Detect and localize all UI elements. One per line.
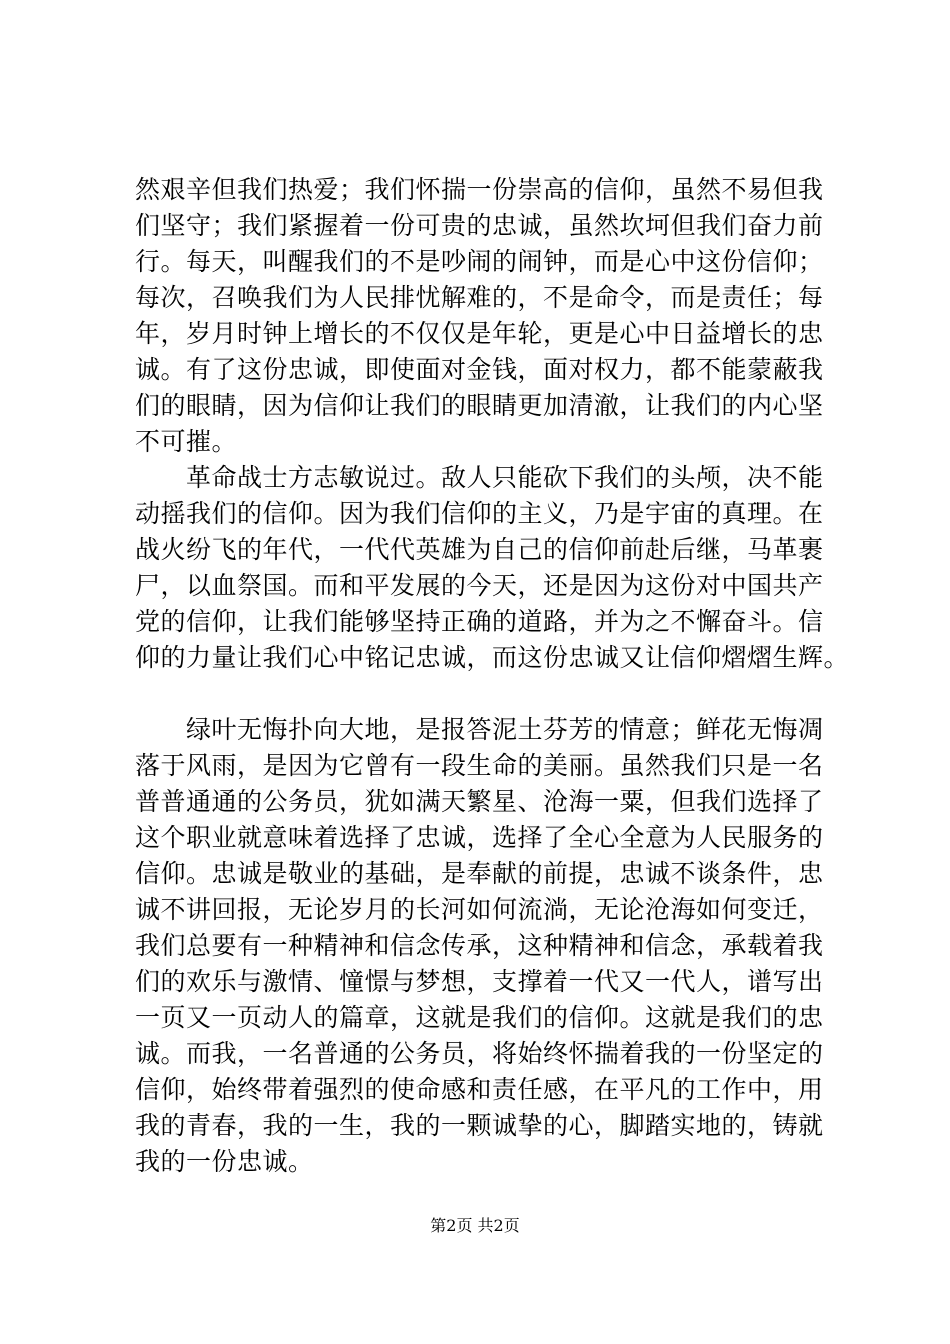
text-line: 们坚守；我们紧握着一份可贵的忠诚，虽然坎坷但我们奋力前 [135,211,824,240]
text-line: 信仰。忠诚是敬业的基础，是奉献的前提，忠诚不谈条件，忠 [135,859,824,888]
text-line: 每次，召唤我们为人民排忧解难的，不是命令，而是责任；每 [135,283,824,312]
text-line: 诚。有了这份忠诚，即使面对金钱，面对权力，都不能蒙蔽我 [135,355,824,384]
text-line: 绿叶无悔扑向大地，是报答泥土芬芳的情意；鲜花无悔凋 [135,715,824,744]
paragraph-gap [135,676,835,712]
text-line: 们的欢乐与激情、憧憬与梦想，支撑着一代又一代人，谱写出 [135,967,824,996]
text-line: 我的一份忠诚。 [135,1147,314,1176]
text-line: 尸，以血祭国。而和平发展的今天，还是因为这份对中国共产 [135,571,824,600]
text-line: 党的信仰，让我们能够坚持正确的道路，并为之不懈奋斗。信 [135,607,824,636]
text-line: 动摇我们的信仰。因为我们信仰的主义，乃是宇宙的真理。在 [135,499,824,528]
text-line: 年，岁月时钟上增长的不仅仅是年轮，更是心中日益增长的忠 [135,319,824,348]
text-line: 战火纷飞的年代，一代代英雄为自己的信仰前赴后继，马革裹 [135,535,824,564]
text-line: 我的青春，我的一生，我的一颗诚挚的心，脚踏实地的，铸就 [135,1111,824,1140]
text-line: 仰的力量让我们心中铭记忠诚，而这份忠诚又让信仰熠熠生辉。 [135,643,850,672]
text-line: 信仰，始终带着强烈的使命感和责任感，在平凡的工作中，用 [135,1075,824,1104]
text-line: 革命战士方志敏说过。敌人只能砍下我们的头颅，决不能 [135,463,824,492]
text-line: 诚。而我，一名普通的公务员，将始终怀揣着我的一份坚定的 [135,1039,824,1068]
text-line: 行。每天，叫醒我们的不是吵闹的闹钟，而是心中这份信仰； [135,247,824,276]
text-line: 不可摧。 [135,427,238,456]
text-line: 普普通通的公务员，犹如满天繁星、沧海一粟，但我们选择了 [135,787,824,816]
text-line: 这个职业就意味着选择了忠诚，选择了全心全意为人民服务的 [135,823,824,852]
text-line: 们的眼睛，因为信仰让我们的眼睛更加清澈，让我们的内心坚 [135,391,824,420]
body-text [135,172,850,1180]
paragraph-2 [135,460,850,676]
text-line: 一页又一页动人的篇章，这就是我们的信仰。这就是我们的忠 [135,1003,824,1032]
paragraph-3 [135,712,835,1180]
text-line: 落于风雨，是因为它曾有一段生命的美丽。虽然我们只是一名 [135,751,824,780]
text-line: 我们总要有一种精神和信念传承，这种精神和信念，承载着我 [135,931,824,960]
text-line: 诚不讲回报，无论岁月的长河如何流淌，无论沧海如何变迁， [135,895,824,924]
page-footer: 第2页 共2页 [430,1216,520,1235]
paragraph-1 [135,172,835,460]
text-line: 然艰辛但我们热爱；我们怀揣一份崇高的信仰，虽然不易但我 [135,175,824,204]
